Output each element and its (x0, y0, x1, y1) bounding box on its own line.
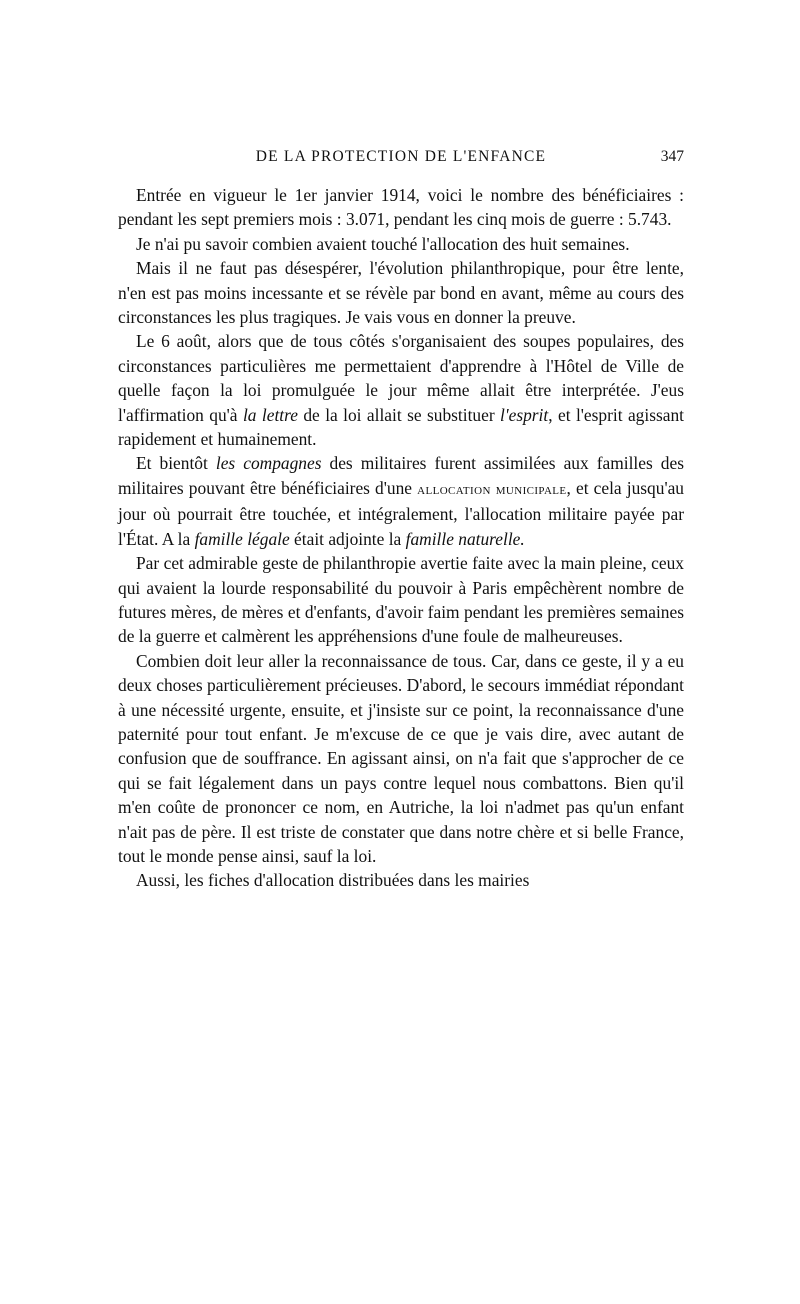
body-text (118, 183, 684, 893)
paragraph-5-italic-1: les compagnes (215, 453, 322, 474)
running-title: DE LA PROTECTION DE L'ENFANCE (255, 148, 547, 165)
paragraph-5-text-c: , et cela jusqu'au jour où pourrait être touchée, et intégralement, l'allocation militaire payée par l'État. A la (118, 477, 684, 549)
paragraph-5-italic-3: famille naturelle. (405, 528, 525, 549)
paragraph-4 (118, 329, 684, 451)
paragraph-4-italic-1: la lettre (242, 404, 298, 425)
paragraph-5 (118, 451, 684, 551)
paragraph-5-text-a: Et bientôt (136, 453, 216, 474)
paragraph-5-smallcaps: allocation municipale (417, 481, 567, 498)
paragraph-4-text-b: de la loi allait se substituer (297, 404, 501, 425)
paragraph-8: Aussi, les fiches d'allocation distribuées dans les mairies (136, 870, 530, 891)
paragraph-2: Je n'ai pu savoir combien avaient touché l'allocation des huit semaines. (136, 233, 630, 254)
paragraph-1: Entrée en vigueur le 1er janvier 1914, voici le nombre des bénéficiaires : pendant les sept premiers mois : 3.071, pendant les cinq mois de guerre : 5.743. (118, 185, 684, 230)
paragraph-4-italic-2: l'esprit (500, 404, 549, 425)
paragraph-6: Par cet admirable geste de philanthropie avertie faite avec la main pleine, ceux qui avaient la lourde responsabilité du pouvoir à Paris empêchèrent nombre de futures mères, de mères et d'enfants, d'avoir faim pendant les premières semaines de la guerre et calmèrent les appréhensions d'une foule de malheureuses. (118, 553, 684, 647)
page-number: 347 (660, 148, 684, 165)
paragraph-3: Mais il ne faut pas désespérer, l'évolution philanthropique, pour être lente, n'en est pas moins incessante et se révèle par bond en avant, même au cours des circonstances les plus tragiques. Je vais vous en donner la preuve. (118, 258, 684, 328)
paragraph-5-text-d: était adjointe la (289, 528, 406, 549)
paragraph-7: Combien doit leur aller la reconnaissance de tous. Car, dans ce geste, il y a eu deux choses particulièrement précieuses. D'abord, le secours immédiat répondant à une nécessité urgente, ensuite, et j'insiste sur ce point, la reconnaissance d'une paternité pour tout enfant. Je m'excuse de ce que je vais dire, avec autant de confusion que de souffrance. En agissant ainsi, on n'a fait que s'approcher de ce qui se fait légalement dans un pays contre lequel nous combattons. Bien qu'il m'en coûte de prononcer ce nom, en Autriche, la loi n'admet pas qu'un enfant n'ait pas de père. Il est triste de constater que dans notre chère et si belle France, tout le monde pense ainsi, sauf la loi. (118, 650, 684, 866)
running-head (118, 146, 684, 168)
paragraph-5-text-b: des militaires furent assimilées aux familles des militaires pouvant être bénéficiaires d'une (118, 453, 684, 498)
paragraph-5-italic-2: famille légale (194, 528, 290, 549)
paragraph-4-text-c: , et l'esprit agissant rapidement et humainement. (118, 404, 684, 450)
paragraph-4-text-a: Le 6 août, alors que de tous côtés s'organisaient des soupes populaires, des circonstances particulières me permettaient d'apprendre à l'Hôtel de Ville de quelle façon la loi promulguée le jour même allait être interprétée. J'eus l'affirmation qu'à (118, 331, 684, 425)
